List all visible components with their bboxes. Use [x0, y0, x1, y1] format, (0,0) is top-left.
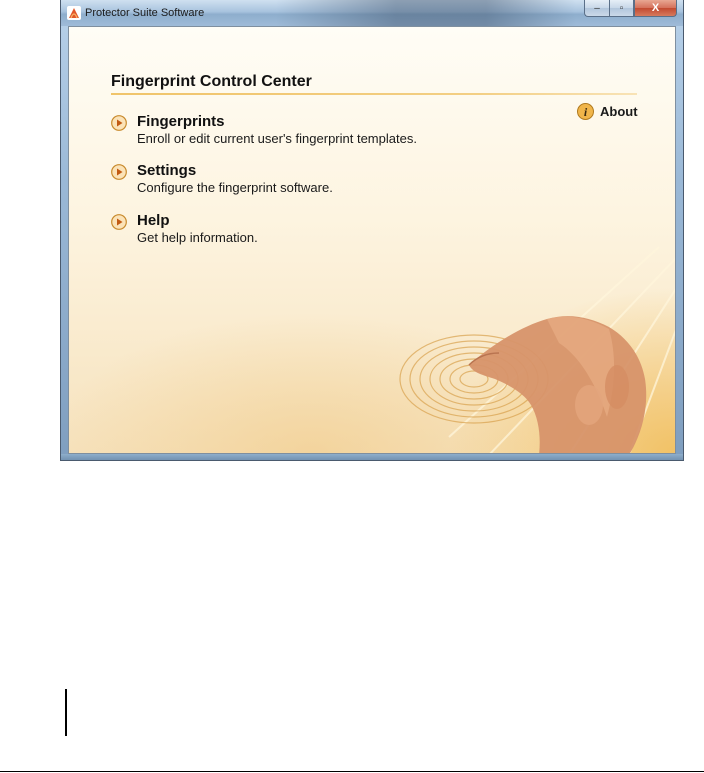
menu-item-description: Enroll or edit current user's fingerprint templates.: [137, 131, 417, 146]
close-button[interactable]: [634, 0, 677, 17]
page-title: Fingerprint Control Center: [111, 73, 312, 90]
window-title: Protector Suite Software: [85, 7, 205, 19]
about-label: About: [600, 104, 638, 119]
menu-item-label: Settings: [137, 162, 197, 179]
orange-arrow-icon: [111, 214, 127, 230]
menu-item-label: Help: [137, 212, 170, 229]
orange-arrow-icon: [111, 164, 127, 180]
minimize-button[interactable]: [584, 0, 609, 17]
maximize-button[interactable]: [609, 0, 634, 17]
title-bar[interactable]: [61, 0, 683, 26]
orange-arrow-icon: [111, 115, 127, 131]
close-icon: X: [651, 2, 660, 14]
title-bar-shade: [276, 0, 576, 26]
window-bottom-border: [61, 454, 683, 461]
menu-item-description: Configure the fingerprint software.: [137, 180, 333, 195]
about-link[interactable]: [577, 103, 638, 120]
info-icon: [577, 103, 594, 120]
change-bar: [65, 689, 67, 736]
svg-text:i: i: [583, 105, 588, 119]
application-window: [60, 0, 684, 461]
footer-rule: [0, 771, 704, 772]
menu-item-label: Fingerprints: [137, 113, 225, 130]
title-divider: [111, 93, 637, 95]
menu-item-description: Get help information.: [137, 230, 258, 245]
window-controls: [584, 0, 677, 18]
minimize-icon: –: [594, 2, 600, 14]
control-center-panel: [68, 26, 676, 454]
fingerprint-app-icon: [67, 6, 81, 20]
maximize-icon: ▫: [619, 2, 624, 14]
